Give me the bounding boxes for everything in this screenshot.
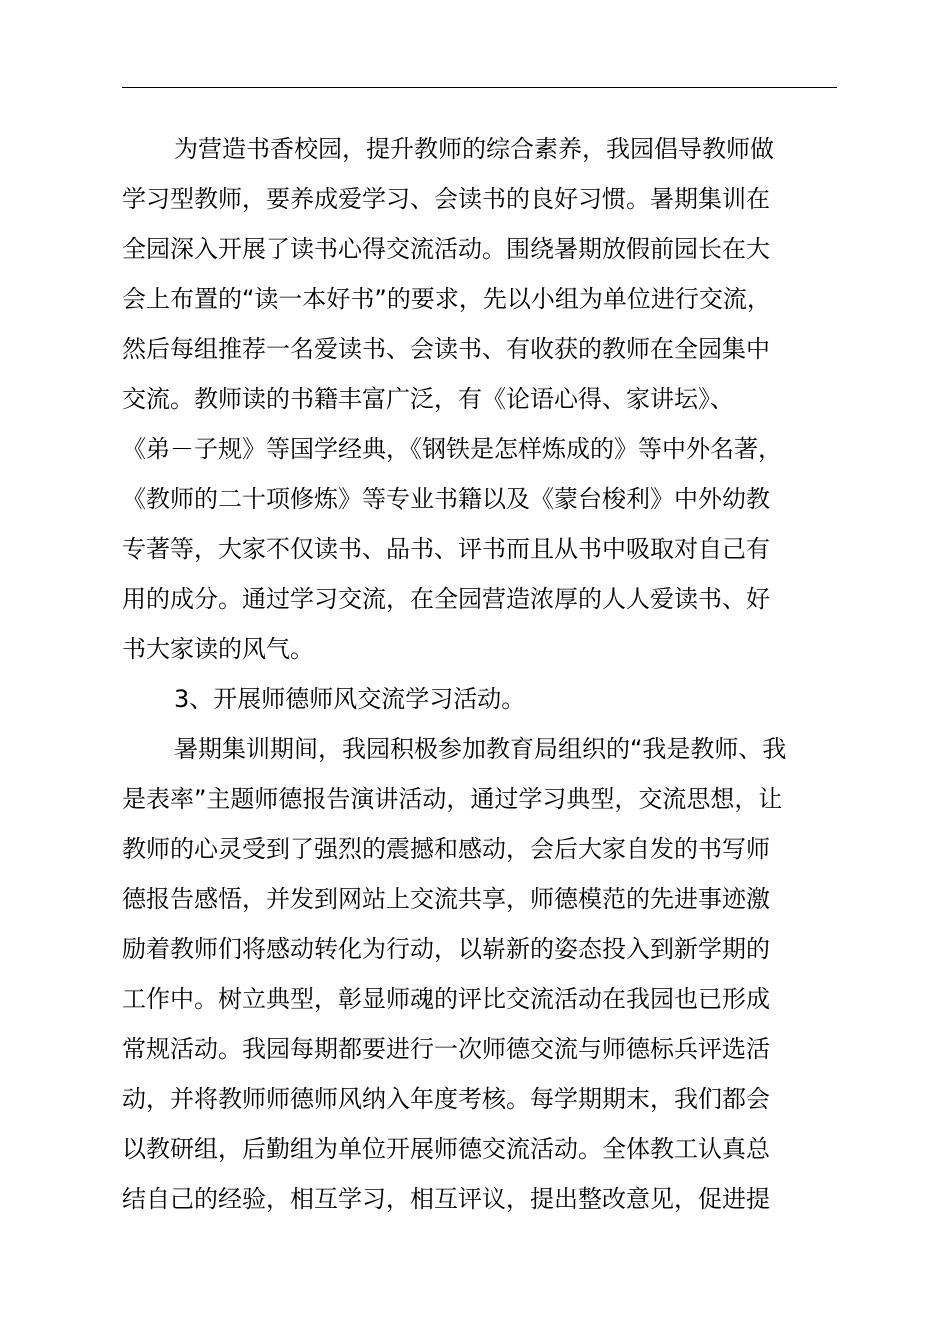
text-line: 常规活动。我园每期都要进行一次师德交流与师德标兵评选活 — [122, 1035, 770, 1063]
paragraph-teacher-ethics — [122, 724, 837, 1224]
text-line: 交流。教师读的书籍丰富广泛，有《论语心得、家讲坛》、 — [122, 385, 734, 413]
text-line: 《教师的二十项修炼》等专业书籍以及《蒙台梭利》中外幼教 — [122, 485, 770, 513]
text-line: 暑期集训期间，我园积极参加教育局组织的“我是教师、我 — [174, 735, 787, 763]
text-line: 全园深入开展了读书心得交流活动。围绕暑期放假前园长在大 — [122, 235, 770, 263]
text-line: 为营造书香校园，提升教师的综合素养，我园倡导教师做 — [174, 135, 774, 163]
text-line: 以教研组，后勤组为单位开展师德交流活动。全体教工认真总 — [122, 1135, 770, 1163]
text-line: 专著等，大家不仅读书、品书、评书而且从书中吸取对自己有 — [122, 535, 770, 563]
text-line: 德报告感悟，并发到网站上交流共享，师德模范的先进事迹激 — [122, 885, 770, 913]
text-line: 结自己的经验，相互学习，相互评议，提出整改意见，促进提 — [122, 1185, 770, 1213]
paragraph-reading-activity — [122, 124, 837, 674]
text-line: 然后每组推荐一名爱读书、会读书、有收获的教师在全园集中 — [122, 335, 770, 363]
text-line: 学习型教师，要养成爱学习、会读书的良好习惯。暑期集训在 — [122, 185, 770, 213]
section-heading: 3、开展师德师风交流学习活动。 — [174, 685, 526, 713]
header-rule — [122, 87, 837, 88]
text-line: 会上布置的“读一本好书”的要求，先以小组为单位进行交流， — [122, 285, 771, 313]
text-line: 用的成分。通过学习交流，在全园营造浓厚的人人爱读书、好 — [122, 585, 770, 613]
text-line: 《弟－子规》等国学经典，《钢铁是怎样炼成的》等中外名著， — [122, 435, 782, 463]
document-body — [122, 124, 837, 1224]
text-line: 教师的心灵受到了强烈的震撼和感动，会后大家自发的书写师 — [122, 835, 770, 863]
text-line: 励着教师们将感动转化为行动，以崭新的姿态投入到新学期的 — [122, 935, 770, 963]
text-line: 书大家读的风气。 — [122, 635, 314, 663]
text-line: 是表率”主题师德报告演讲活动，通过学习典型，交流思想，让 — [122, 785, 783, 813]
text-line: 工作中。树立典型，彰显师魂的评比交流活动在我园也已形成 — [122, 985, 770, 1013]
text-line: 动，并将教师师德师风纳入年度考核。每学期期末，我们都会 — [122, 1085, 770, 1113]
